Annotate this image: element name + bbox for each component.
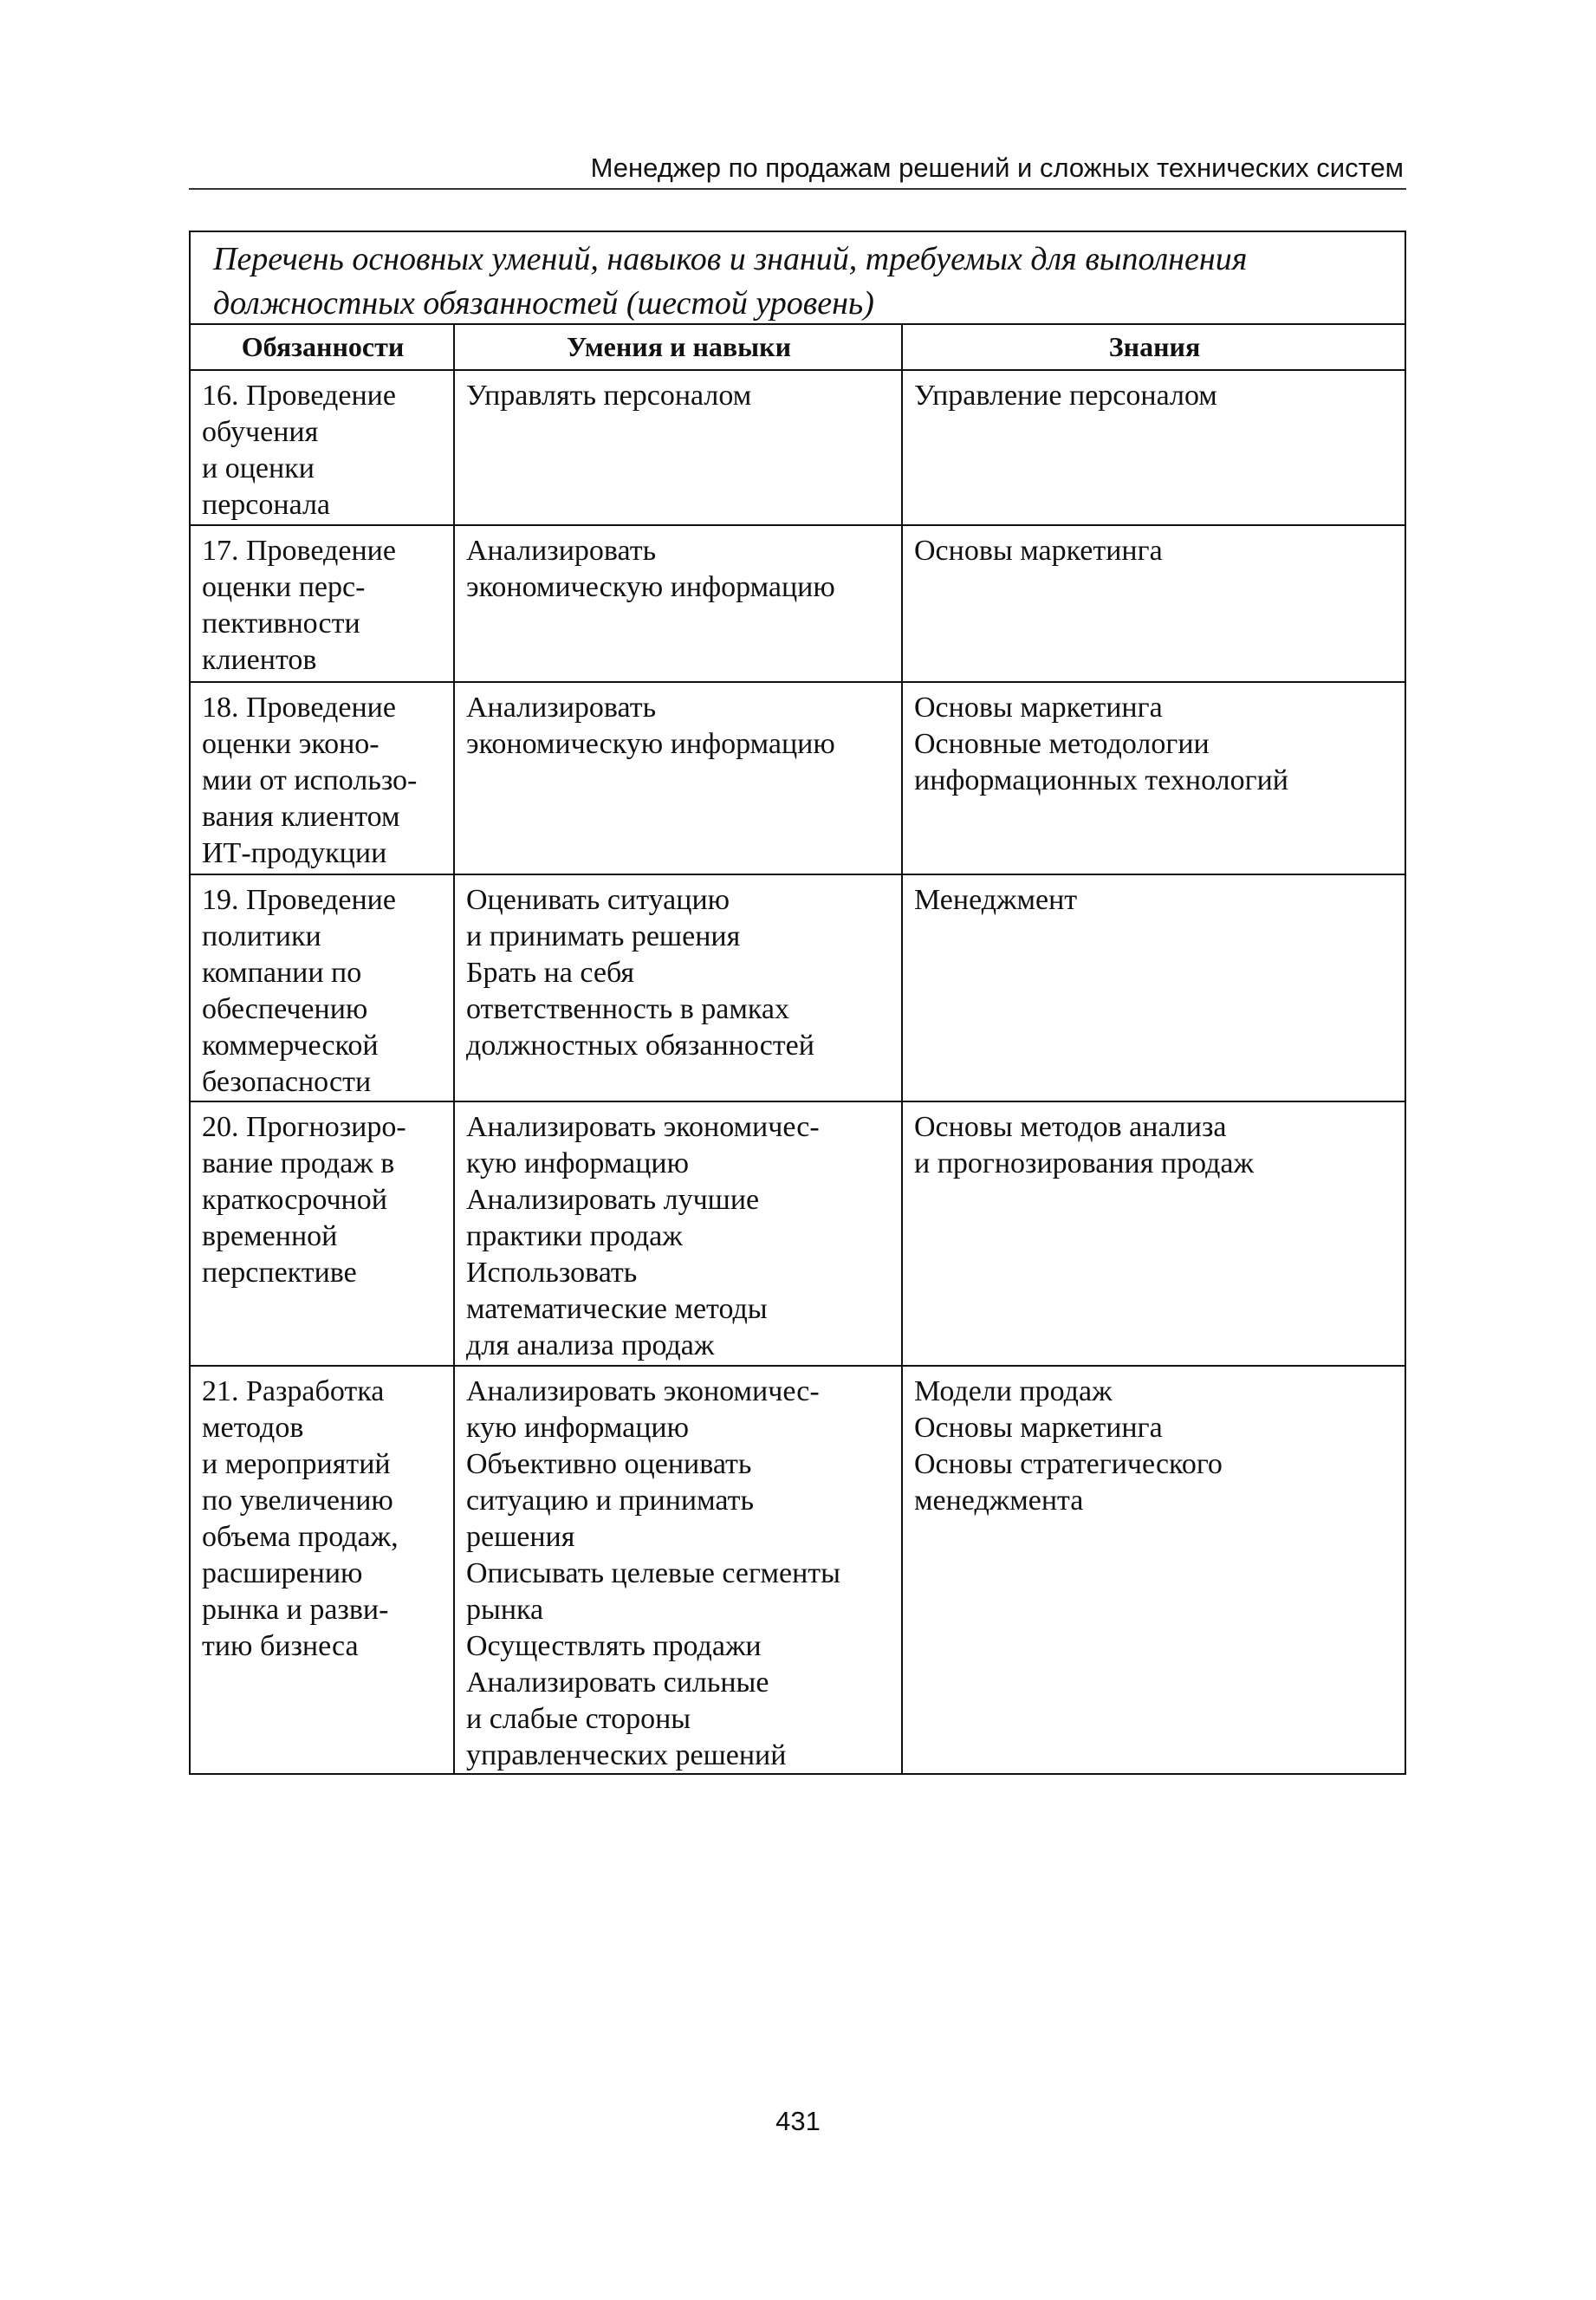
- cell-line: персонала: [202, 489, 331, 521]
- cell-line: компании по: [202, 957, 362, 989]
- cell-line: 17. Проведение: [202, 535, 396, 567]
- cell-line: и мероприятий: [202, 1448, 391, 1480]
- cell-duty: [191, 1367, 453, 1665]
- cell-line: методов: [202, 1412, 304, 1444]
- cell-line: математические методы: [466, 1293, 768, 1325]
- cell-line: по увеличению: [202, 1485, 393, 1517]
- cell-skills: [455, 683, 901, 763]
- cell-line: пективности: [202, 607, 360, 640]
- cell-line: коммерческой: [202, 1030, 379, 1062]
- table-row: [191, 526, 1405, 683]
- column-header-skills: Умения и навыки: [455, 325, 903, 371]
- table-row: [191, 1367, 1405, 1777]
- cell-duty: [191, 371, 453, 523]
- cell-line: менеджмента: [914, 1485, 1084, 1517]
- cell-skills: [455, 875, 901, 1064]
- cell-line: Управлять персоналом: [466, 380, 752, 412]
- cell-line: 20. Прогнозиро-: [202, 1111, 406, 1143]
- cell-line: и прогнозирования продаж: [914, 1147, 1254, 1179]
- cell-duty: [191, 875, 453, 1101]
- header-rule: [189, 188, 1406, 190]
- cell-line: Основы методов анализа: [914, 1111, 1227, 1143]
- cell-line: Основные методологии: [914, 728, 1210, 760]
- cell-line: экономическую информацию: [466, 728, 835, 760]
- cell-line: мии от использо-: [202, 764, 418, 796]
- cell-line: и принимать решения: [466, 920, 741, 952]
- cell-line: обеспечению: [202, 993, 368, 1025]
- cell-line: Анализировать экономичес-: [466, 1111, 820, 1143]
- cell-line: перспективе: [202, 1257, 357, 1289]
- column-divider: [453, 325, 455, 1773]
- cell-line: объема продаж,: [202, 1521, 399, 1553]
- cell-line: Менеджмент: [914, 884, 1078, 916]
- cell-line: 18. Проведение: [202, 692, 396, 724]
- cell-line: рынка: [466, 1594, 544, 1626]
- page-number: 431: [775, 2106, 821, 2136]
- cell-skills: [455, 1367, 901, 1774]
- cell-line: оценки эконо-: [202, 728, 380, 760]
- cell-line: кую информацию: [466, 1412, 690, 1444]
- cell-line: вание продаж в: [202, 1147, 395, 1179]
- cell-duty: [191, 1102, 453, 1291]
- cell-line: Брать на себя: [466, 957, 635, 989]
- cell-skills: [455, 371, 901, 414]
- column-header-duties: Обязанности: [191, 325, 455, 371]
- cell-line: Модели продаж: [914, 1375, 1113, 1407]
- cell-knowledge: [903, 683, 1406, 799]
- cell-line: Анализировать сильные: [466, 1667, 769, 1699]
- cell-knowledge: [903, 371, 1406, 414]
- cell-line: ИТ-продукции: [202, 837, 387, 869]
- table-title-line: должностных обязанностей (шестой уровень): [213, 285, 874, 322]
- cell-line: Анализировать: [466, 692, 657, 724]
- cell-line: для анализа продаж: [466, 1329, 715, 1361]
- cell-line: тию бизнеса: [202, 1630, 359, 1662]
- cell-line: ситуацию и принимать: [466, 1485, 754, 1517]
- cell-line: управленческих решений: [466, 1739, 787, 1771]
- running-head: Менеджер по продажам решений и сложных технических систем: [590, 153, 1404, 183]
- competency-table: [189, 231, 1406, 1775]
- cell-line: вания клиентом: [202, 801, 400, 833]
- cell-line: информационных технологий: [914, 764, 1288, 796]
- cell-line: экономическую информацию: [466, 571, 835, 603]
- cell-skills: [455, 1102, 901, 1364]
- cell-line: 16. Проведение: [202, 380, 396, 412]
- cell-line: временной: [202, 1220, 338, 1252]
- cell-line: Использовать: [466, 1257, 638, 1289]
- cell-line: решения: [466, 1521, 575, 1553]
- cell-skills: [455, 526, 901, 606]
- table-row: [191, 875, 1405, 1102]
- column-divider: [901, 325, 903, 1773]
- cell-line: Осуществлять продажи: [466, 1630, 762, 1662]
- table-row: [191, 683, 1405, 875]
- cell-line: Управление персоналом: [914, 380, 1217, 412]
- cell-line: ответственность в рамках: [466, 993, 789, 1025]
- cell-line: 21. Разработка: [202, 1375, 385, 1407]
- cell-line: Анализировать экономичес-: [466, 1375, 820, 1407]
- column-header-knowledge: Знания: [903, 325, 1406, 371]
- cell-duty: [191, 526, 453, 679]
- cell-line: Основы стратегического: [914, 1448, 1223, 1480]
- cell-line: Основы маркетинга: [914, 1412, 1163, 1444]
- cell-line: и слабые стороны: [466, 1703, 691, 1735]
- cell-line: и оценки: [202, 452, 315, 484]
- cell-line: политики: [202, 920, 321, 952]
- table-row: [191, 1102, 1405, 1367]
- cell-knowledge: [903, 526, 1406, 569]
- cell-line: Описывать целевые сегменты: [466, 1557, 840, 1589]
- table-row: [191, 371, 1405, 526]
- cell-knowledge: [903, 1102, 1406, 1182]
- cell-line: Основы маркетинга: [914, 692, 1163, 724]
- cell-line: Анализировать: [466, 535, 657, 567]
- cell-line: краткосрочной: [202, 1184, 387, 1216]
- cell-line: 19. Проведение: [202, 884, 396, 916]
- cell-line: Объективно оценивать: [466, 1448, 752, 1480]
- cell-line: клиентов: [202, 644, 317, 676]
- cell-line: Оценивать ситуацию: [466, 884, 730, 916]
- cell-line: рынка и разви-: [202, 1594, 389, 1626]
- cell-line: Основы маркетинга: [914, 535, 1163, 567]
- cell-line: кую информацию: [466, 1147, 690, 1179]
- cell-line: Анализировать лучшие: [466, 1184, 760, 1216]
- cell-line: безопасности: [202, 1066, 372, 1098]
- cell-line: оценки перс-: [202, 571, 366, 603]
- table-title-line: Перечень основных умений, навыков и знаний, требуемых для выполнения: [213, 241, 1248, 277]
- cell-line: практики продаж: [466, 1220, 683, 1252]
- cell-knowledge: [903, 875, 1406, 919]
- cell-duty: [191, 683, 453, 872]
- cell-line: обучения: [202, 416, 319, 448]
- cell-line: расширению: [202, 1557, 363, 1589]
- cell-line: должностных обязанностей: [466, 1030, 814, 1062]
- cell-knowledge: [903, 1367, 1406, 1519]
- table-title: [191, 232, 1405, 325]
